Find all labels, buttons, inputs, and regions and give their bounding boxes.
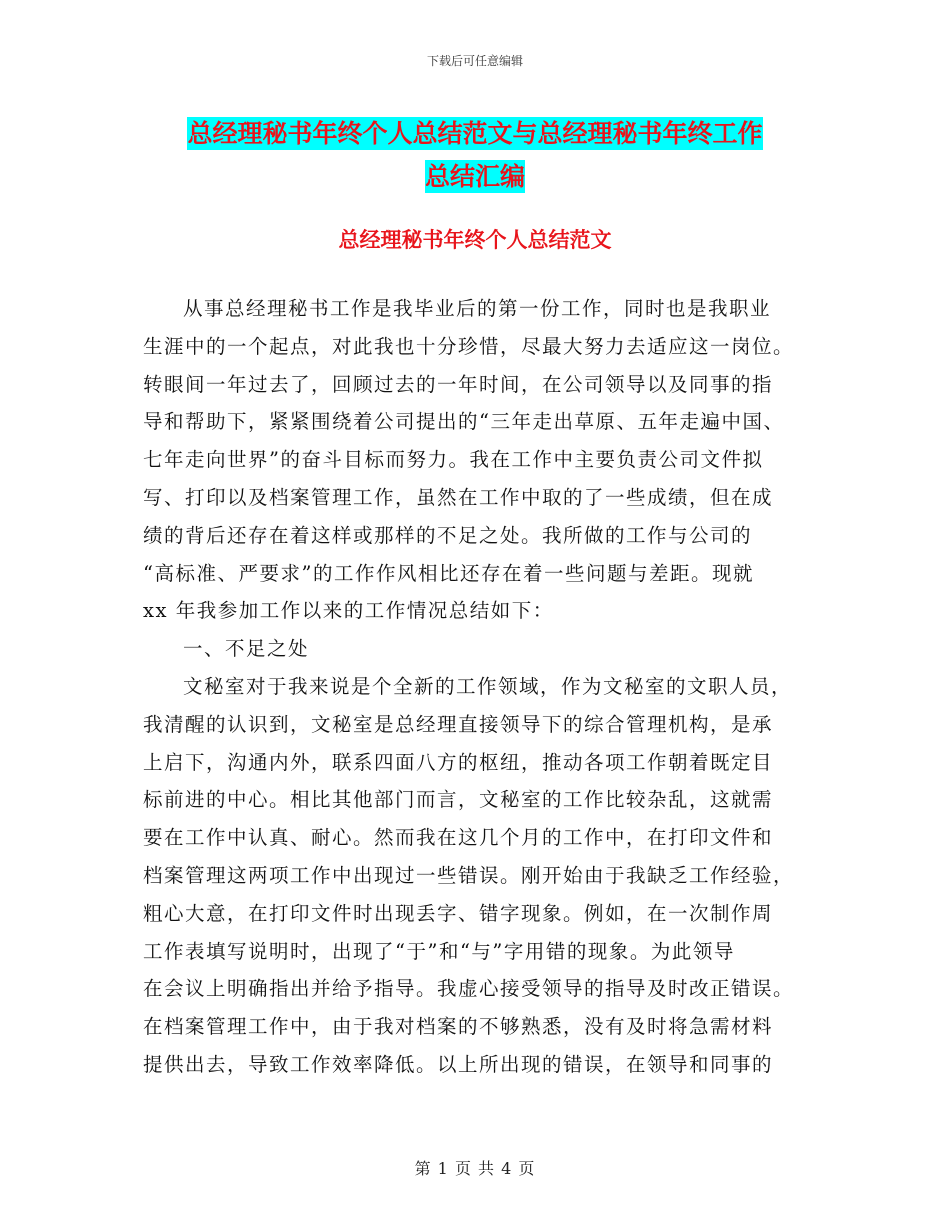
text-line: 转眼间一年过去了，回顾过去的一年时间，在公司领导以及同事的指 [143,372,774,396]
text-line: 文秘室对于我来说是个全新的工作领域，作为文秘室的文职人员， [183,674,793,698]
text-line: 粗心大意，在打印文件时出现丢字、错字现象。例如，在一次制作周 [143,901,774,925]
text-line: 绩的背后还存在着这样或那样的不足之处。我所做的工作与公司的 [143,523,753,547]
text-line: 提供出去，导致工作效率降低。以上所出现的错误，在领导和同事的 [143,1052,774,1076]
text-line: 在档案管理工作中，由于我对档案的不够熟悉，没有及时将急需材料 [143,1015,774,1039]
document-title-line-2 [0,157,950,193]
text-line: 从事总经理秘书工作是我毕业后的第一份工作，同时也是我职业 [183,297,772,320]
text-line: 标前进的中心。相比其他部门而言，文秘室的工作比较杂乱，这就需 [143,788,774,812]
body-text [143,290,811,1084]
text-line: 要在工作中认真、耐心。然而我在这几个月的工作中，在打印文件和 [143,826,774,850]
text-line: 工作表填写说明时，出现了“于”和“与”字用错的现象。为此领导 [143,939,735,963]
page-footer: 第 1 页 共 4 页 [414,1159,536,1178]
text-line: xx 年我参加工作以来的工作情况总结如下： [143,599,554,623]
text-line: 上启下，沟通内外，联系四面八方的枢纽，推动各项工作朝着既定目 [143,750,774,774]
text-line: 生涯中的一个起点，对此我也十分珍惜，尽最大努力去适应这一岗位。 [143,334,795,358]
text-line: 导和帮助下，紧紧围绕着公司提出的“三年走出草原、五年走遍中国、 [143,410,785,434]
text-line: 我清醒的认识到，文秘室是总经理直接领导下的综合管理机构，是承 [143,712,774,736]
document-title-line-1 [0,114,950,150]
document-title-text-1: 总经理秘书年终个人总结范文与总经理秘书年终工作 [187,119,763,148]
text-line: “高标准、严要求”的工作作风相比还存在着一些问题与差距。现就 [143,561,754,585]
text-line: 在会议上明确指出并给予指导。我虚心接受领导的指导及时改正错误。 [143,977,795,1001]
section-title: 总经理秘书年终个人总结范文 [338,228,612,252]
section-heading: 一、不足之处 [183,637,310,661]
text-line: 档案管理这两项工作中出现过一些错误。刚开始由于我缺乏工作经验， [143,863,795,887]
header-note: 下载后可任意编辑 [426,54,523,68]
text-line: 七年走向世界”的奋斗目标而努力。我在工作中主要负责公司文件拟 [143,448,764,472]
document-title-text-2: 总结汇编 [424,162,525,191]
text-line: 写、打印以及档案管理工作，虽然在工作中取的了一些成绩，但在成 [143,485,774,509]
